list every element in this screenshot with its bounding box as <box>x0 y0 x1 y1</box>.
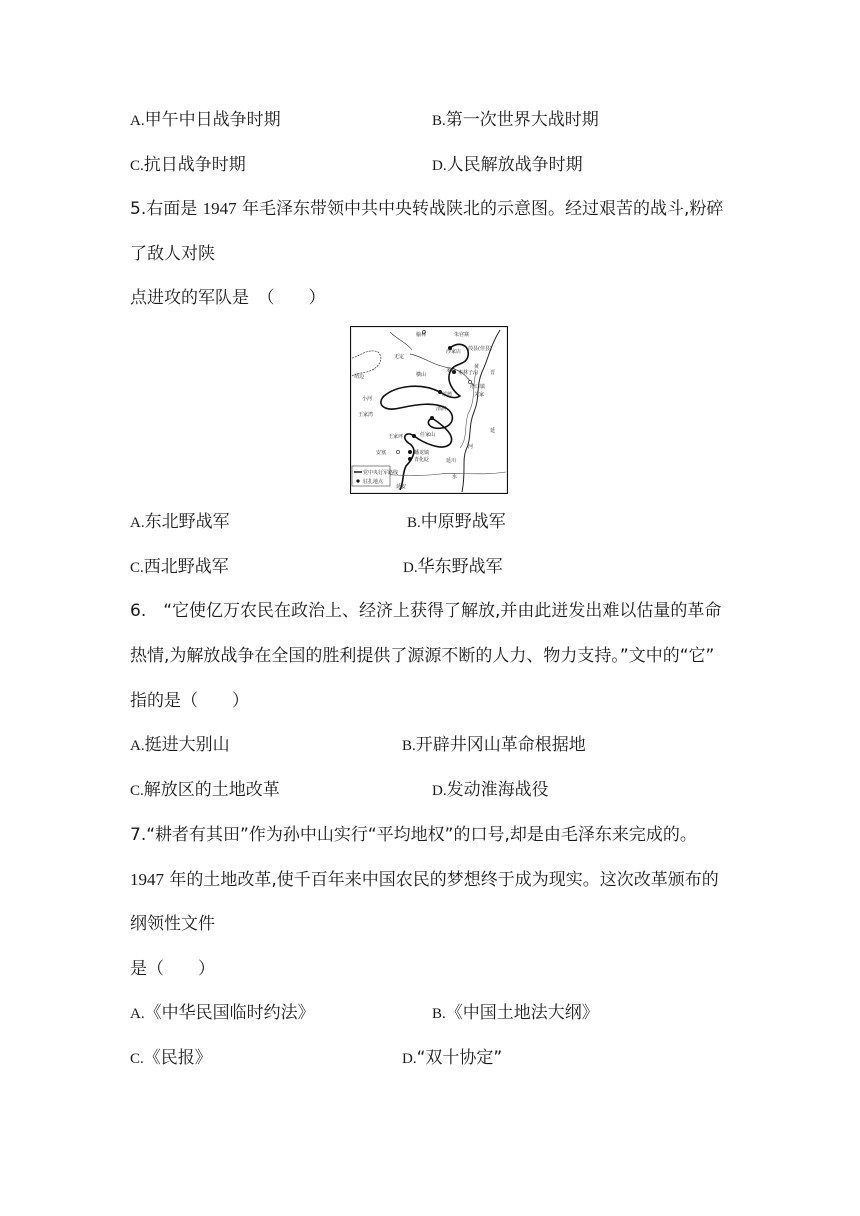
q5-option-a <box>130 511 230 534</box>
q7-stem-line4: 是（ ） <box>130 959 215 979</box>
map-label: 王家坪 <box>388 434 404 440</box>
option-letter: B. <box>407 515 421 531</box>
q5-option-d <box>403 556 503 579</box>
q7-option-a <box>130 1002 315 1025</box>
option-text: 人民解放战争时期 <box>446 155 583 175</box>
option-letter: D. <box>402 1051 417 1067</box>
q7-stem-line3: 纲领性文件 <box>130 914 215 934</box>
option-letter: D. <box>432 158 447 174</box>
q4-option-d <box>432 154 583 177</box>
legend-route-label: 党中央行军路线 <box>363 470 399 476</box>
map-label: 安塞 <box>376 450 387 456</box>
q6-option-a <box>130 734 230 757</box>
map-label: 延 <box>490 428 496 434</box>
map-label: 葭县(佳县) <box>468 346 492 352</box>
option-letter: C. <box>130 1051 144 1067</box>
map-label: 小河 <box>362 396 373 402</box>
q6-option-c <box>130 779 280 802</box>
q6-option-b <box>402 734 586 757</box>
map-label: 水 <box>452 474 458 480</box>
option-text: 开辟井冈山革命根据地 <box>415 735 586 755</box>
option-text: 《中国土地法大纲》 <box>445 1003 599 1023</box>
map-label: 河 <box>468 444 474 450</box>
q5-stem-pre: 5.右面是 <box>130 199 203 219</box>
q7-option-d <box>402 1047 502 1070</box>
q5-stem-line3: 点进攻的军队是 （ ） <box>130 288 326 308</box>
option-letter: A. <box>130 515 145 531</box>
station-dot <box>430 416 434 420</box>
map-label: 黄 <box>474 364 480 370</box>
q7-stem-post: 年的土地改革,使千百年来中国农民的梦想终于成为现实。这次改革颁布的 <box>164 870 719 890</box>
option-text: 《民报》 <box>143 1048 212 1068</box>
legend-dot <box>356 479 359 482</box>
option-text: 发动淮海战役 <box>446 780 549 800</box>
q4-option-c <box>130 154 246 177</box>
q7-year: 1947 <box>130 870 164 889</box>
map-label: 关家 <box>474 392 485 398</box>
q5-stem-line1 <box>130 198 723 220</box>
option-letter: D. <box>403 560 418 576</box>
map-label: 延安 <box>396 484 407 490</box>
q4-option-a <box>130 109 281 132</box>
q6-stem-line2: 热情,为解放战争在全国的胜利提供了源源不断的人力、物力支持。”文中的“它” <box>130 646 715 666</box>
map-label-yulin: 榆林 <box>416 332 427 338</box>
option-letter: C. <box>130 560 144 576</box>
option-letter: B. <box>402 738 416 754</box>
station-dot <box>412 434 416 438</box>
q5-stem-line2: 了敌人对陕 <box>130 244 215 264</box>
q7-stem-line2 <box>130 869 719 891</box>
map-label: 塔口镇 <box>470 384 486 390</box>
option-text: 东北野战军 <box>144 512 230 532</box>
q5-option-c <box>130 556 229 579</box>
q5-option-b <box>407 511 506 534</box>
map-label: 枣林子沟 <box>458 370 479 376</box>
q5-stem-post: 年毛泽东带领中共中央转战陕北的示意图。经过艰苦的战斗,粉碎 <box>236 199 724 219</box>
option-letter: A. <box>130 738 145 754</box>
option-letter: B. <box>432 1006 446 1022</box>
option-text: 《中华民国临时约法》 <box>144 1003 315 1023</box>
town-dot <box>396 450 399 453</box>
legend-dot-label: 驻扎地点 <box>363 479 384 485</box>
q6-option-d <box>432 779 549 802</box>
option-text: “双十协定” <box>416 1048 503 1068</box>
q7-stem-line1: 7.“耕者有其田”作为孙中山实行“平均地权”的口号,却是由毛泽东来完成的。 <box>130 825 697 845</box>
option-text: 解放区的土地改革 <box>143 780 280 800</box>
option-letter: C. <box>130 783 144 799</box>
option-text: 挺进大别山 <box>144 735 230 755</box>
option-text: 甲午中日战争时期 <box>144 110 281 130</box>
option-letter: B. <box>432 113 446 129</box>
map-label: 任家山 <box>420 432 436 438</box>
map-label: 蟠龙镇 <box>414 450 430 456</box>
option-letter: C. <box>130 158 144 174</box>
map-label: 青化砭 <box>414 457 430 463</box>
option-text: 西北野战军 <box>143 557 229 577</box>
option-text: 第一次世界大战时期 <box>445 110 599 130</box>
option-letter: D. <box>432 783 447 799</box>
map-label: 沙家店 <box>446 349 462 355</box>
option-text: 华东野战军 <box>417 557 503 577</box>
map-label: 王家湾 <box>358 412 374 418</box>
q5-year: 1947 <box>202 199 237 218</box>
map-label: 无定 <box>394 354 405 360</box>
option-text: 抗日战争时期 <box>143 155 246 175</box>
map-label: 米脂 <box>446 368 457 374</box>
map-label: 横山 <box>416 372 427 378</box>
map-label: 晋 <box>490 370 496 376</box>
option-letter: A. <box>130 113 145 129</box>
station-dot <box>408 450 412 454</box>
q6-stem-line1: 6. “它使亿万农民在政治上、经济上获得了解放,并由此迸发出难以估量的革命 <box>130 601 722 621</box>
map-label: 朱官寨 <box>454 332 470 338</box>
option-letter: A. <box>130 1006 145 1022</box>
map-label: 延川 <box>446 458 457 464</box>
q6-stem-line3: 指的是（ ） <box>130 691 249 711</box>
map-label: 清涧 <box>436 406 447 412</box>
q7-option-b <box>432 1002 599 1025</box>
station-dot <box>408 457 412 461</box>
q4-option-b <box>432 109 599 132</box>
option-text: 中原野战军 <box>420 512 506 532</box>
q7-option-c <box>130 1047 212 1070</box>
map-label: 绥德 <box>442 392 453 398</box>
shaanbei-campaign-map <box>350 326 508 494</box>
map-label: 靖边 <box>354 374 365 380</box>
map-svg <box>350 326 508 494</box>
